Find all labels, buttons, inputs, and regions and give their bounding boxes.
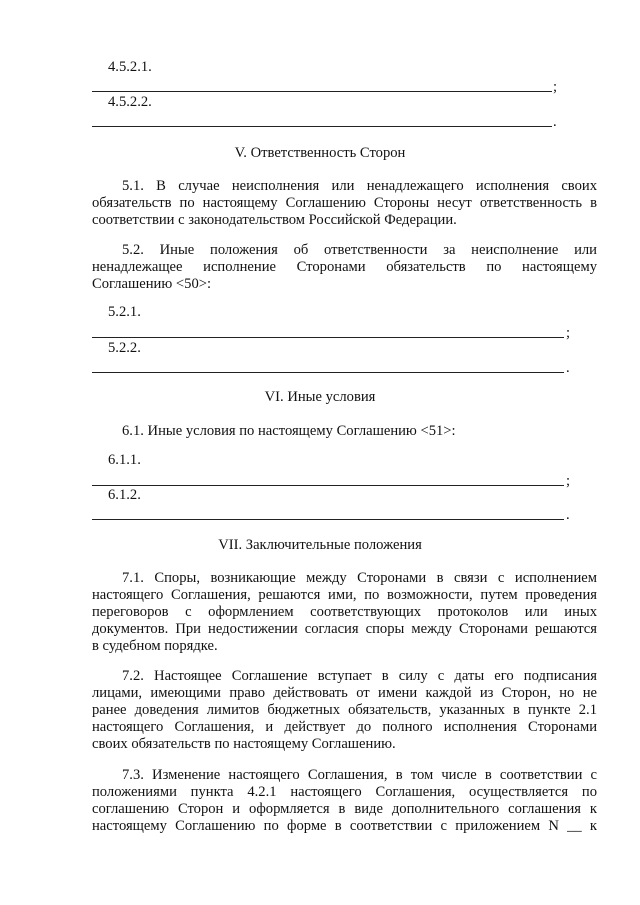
item-5-2-2-end: .	[566, 360, 570, 376]
paragraph-line: ранее доведения лимитов бюджетных обязательств, указанных в пункте 2.1	[92, 702, 597, 718]
item-6-1-1-end: ;	[566, 473, 571, 489]
paragraph-5-1	[92, 178, 597, 229]
section-6-heading: VI. Иные условия	[264, 389, 376, 405]
paragraph-line: положениями пункта 4.2.1 настоящего Соглашения, осуществляется по	[92, 784, 597, 800]
item-4-5-2-1-fill-line	[92, 91, 552, 92]
item-5-2-2-fill-line	[92, 372, 564, 373]
paragraph-6-1: 6.1. Иные условия по настоящему Соглашению <51>:	[122, 423, 456, 439]
paragraph-line: переговоров с оформлением соответствующих протоколов или иных	[92, 604, 597, 620]
paragraph-line: 5.1. В случае неисполнения или ненадлежащего исполнения своих	[122, 178, 597, 194]
paragraph-7-3	[92, 767, 597, 835]
paragraph-line: соответствии с законодательством Российской Федерации.	[92, 212, 457, 228]
paragraph-line: в судебном порядке.	[92, 638, 218, 654]
item-6-1-2-end: .	[566, 507, 570, 523]
item-6-1-1-number: 6.1.1.	[108, 452, 141, 468]
paragraph-line: 7.1. Споры, возникающие между Сторонами в связи с исполнением	[122, 570, 597, 586]
paragraph-7-1	[92, 570, 597, 655]
item-4-5-2-1-number: 4.5.2.1.	[108, 59, 152, 75]
paragraph-line: 7.2. Настоящее Соглашение вступает в силу с даты его подписания	[122, 668, 597, 684]
paragraph-line: настоящего Соглашения, решаются ими, по возможности, путем проведения	[92, 587, 597, 603]
item-4-5-2-2-number: 4.5.2.2.	[108, 94, 152, 110]
item-4-5-2-1-end: ;	[553, 79, 558, 95]
paragraph-line: обязательств по настоящему Соглашению Стороны несут ответственность в	[92, 195, 597, 211]
paragraph-line: настоящему Соглашению по форме в соответствии с приложением N __ к	[92, 818, 597, 834]
section-7-heading: VII. Заключительные положения	[218, 537, 422, 553]
paragraph-line: лицами, имеющими право действовать от имени каждой из Сторон, но не	[92, 685, 597, 701]
paragraph-5-2	[92, 242, 597, 293]
paragraph-line: документов. При недостижении согласия споры между Сторонами решаются	[92, 621, 597, 637]
item-6-1-1-fill-line	[92, 485, 564, 486]
item-4-5-2-2-end: .	[553, 114, 557, 130]
paragraph-line: ненадлежащее исполнение Сторонами обязательств по настоящему	[92, 259, 597, 275]
paragraph-line: настоящего Соглашения, и действует до полного исполнения Сторонами	[92, 719, 597, 735]
item-5-2-1-fill-line	[92, 337, 564, 338]
item-5-2-2-number: 5.2.2.	[108, 340, 141, 356]
paragraph-line: своих обязательств по настоящему Соглашению.	[92, 736, 396, 752]
item-5-2-1-number: 5.2.1.	[108, 304, 141, 320]
paragraph-line: 5.2. Иные положения об ответственности за неисполнение или	[122, 242, 597, 258]
item-6-1-2-fill-line	[92, 519, 564, 520]
item-4-5-2-2-fill-line	[92, 126, 552, 127]
paragraph-line: 7.3. Изменение настоящего Соглашения, в том числе в соответствии с	[122, 767, 597, 783]
paragraph-7-2	[92, 668, 597, 753]
paragraph-line: Соглашению <50>:	[92, 276, 212, 292]
paragraph-line: соглашению Сторон и оформляется в виде дополнительного соглашения к	[92, 801, 597, 817]
item-6-1-2-number: 6.1.2.	[108, 487, 141, 503]
item-5-2-1-end: ;	[566, 325, 571, 341]
section-5-heading: V. Ответственность Сторон	[234, 145, 406, 161]
